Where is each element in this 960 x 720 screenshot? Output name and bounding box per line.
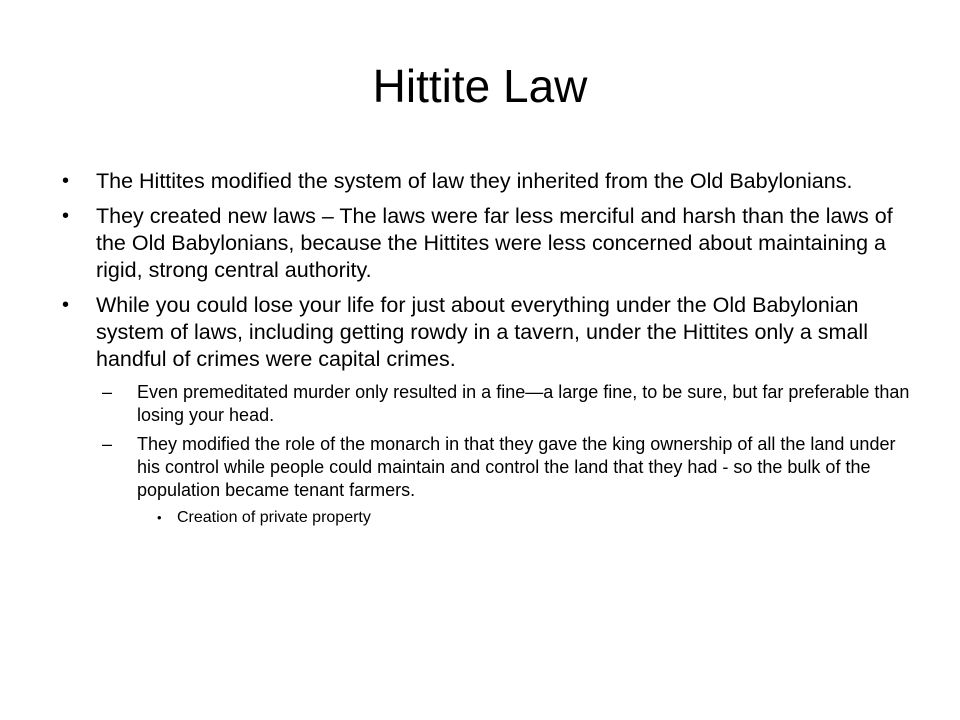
sub-bullet-item xyxy=(102,433,912,502)
sub-bullet-item xyxy=(102,381,912,427)
sub-bullet-text: Even premeditated murder only resulted in a fine—a large fine, to be sure, but far preferable than losing your head. xyxy=(137,382,910,425)
bullet-item xyxy=(62,203,912,284)
bullet-text: While you could lose your life for just about everything under the Old Babylonian system of laws, including getting rowdy in a tavern, under the Hittites only a small handful of crimes were capital crimes. xyxy=(96,293,868,371)
bullet-marker: • xyxy=(62,205,70,227)
sub-bullet-marker: – xyxy=(102,382,113,402)
slide-title: Hittite Law xyxy=(372,60,588,112)
slide-body xyxy=(62,168,912,528)
bullet-text: The Hittites modified the system of law they inherited from the Old Babylonians. xyxy=(96,169,853,193)
sub-sub-bullet-text: Creation of private property xyxy=(177,509,371,526)
bullet-marker: • xyxy=(62,170,70,192)
sub-bullet-text: They modified the role of the monarch in that they gave the king ownership of all the land under his control while people could maintain and control the land that they had - so the bulk of the population became tenant farmers. xyxy=(137,434,896,500)
bullet-item xyxy=(62,292,912,373)
bullet-item xyxy=(62,168,912,195)
bullet-marker: • xyxy=(62,294,70,316)
sub-sub-bullet-item xyxy=(157,508,912,528)
sub-sub-bullet-marker: • xyxy=(157,510,162,525)
sub-bullet-marker: – xyxy=(102,434,113,454)
bullet-text: They created new laws – The laws were far less merciful and harsh than the laws of the Old Babylonians, because the Hittites were less concerned about maintaining a rigid, strong central authority. xyxy=(96,204,893,282)
